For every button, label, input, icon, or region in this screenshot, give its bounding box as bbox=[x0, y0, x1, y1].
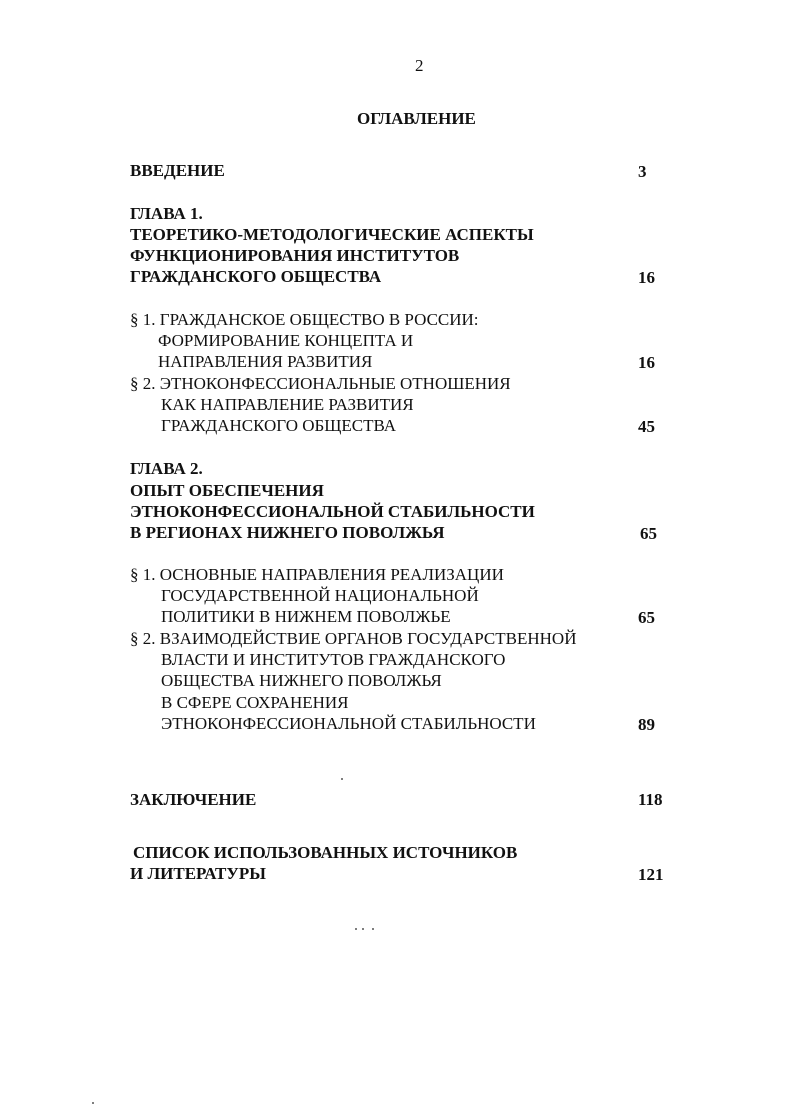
chapter-2-section-2-page: 89 bbox=[638, 715, 655, 734]
toc-intro-label: ВВЕДЕНИЕ bbox=[130, 161, 225, 180]
chapter-1-title-line: ГРАЖДАНСКОГО ОБЩЕСТВА bbox=[130, 267, 382, 286]
chapter-1-page: 16 bbox=[638, 268, 655, 287]
chapter-2-section-2-line: ОБЩЕСТВА НИЖНЕГО ПОВОЛЖЬЯ bbox=[161, 671, 442, 690]
toc-conclusion-label: ЗАКЛЮЧЕНИЕ bbox=[130, 790, 257, 809]
scan-speck bbox=[372, 928, 374, 930]
chapter-2-section-1-line: ПОЛИТИКИ В НИЖНЕМ ПОВОЛЖЬЕ bbox=[161, 607, 451, 626]
chapter-2-section-1-line: § 1. ОСНОВНЫЕ НАПРАВЛЕНИЯ РЕАЛИЗАЦИИ bbox=[130, 565, 504, 584]
chapter-2-page: 65 bbox=[640, 524, 657, 543]
chapter-1-title-line: ТЕОРЕТИКО-МЕТОДОЛОГИЧЕСКИЕ АСПЕКТЫ bbox=[130, 225, 534, 244]
toc-intro-page: 3 bbox=[638, 162, 647, 181]
chapter-1-section-2-page: 45 bbox=[638, 417, 655, 436]
scan-speck bbox=[92, 1102, 94, 1104]
scan-speck bbox=[355, 928, 357, 930]
chapter-1-section-1-line: ФОРМИРОВАНИЕ КОНЦЕПТА И bbox=[158, 331, 414, 350]
chapter-2-section-2-line: § 2. ВЗАИМОДЕЙСТВИЕ ОРГАНОВ ГОСУДАРСТВЕННОЙ bbox=[130, 629, 577, 648]
scan-speck bbox=[341, 778, 343, 780]
toc-references-line: И ЛИТЕРАТУРЫ bbox=[130, 864, 266, 883]
toc-references-page: 121 bbox=[638, 865, 664, 884]
chapter-2-section-2-line: ЭТНОКОНФЕССИОНАЛЬНОЙ СТАБИЛЬНОСТИ bbox=[161, 714, 536, 733]
chapter-2-heading: ГЛАВА 2. bbox=[130, 459, 203, 478]
chapter-2-title-line: В РЕГИОНАХ НИЖНЕГО ПОВОЛЖЬЯ bbox=[130, 523, 445, 542]
chapter-1-section-1-line: НАПРАВЛЕНИЯ РАЗВИТИЯ bbox=[158, 352, 373, 371]
chapter-1-section-2-line: КАК НАПРАВЛЕНИЕ РАЗВИТИЯ bbox=[161, 395, 414, 414]
chapter-1-section-1-page: 16 bbox=[638, 353, 655, 372]
chapter-2-title-line: ОПЫТ ОБЕСПЕЧЕНИЯ bbox=[130, 481, 324, 500]
chapter-2-section-1-page: 65 bbox=[638, 608, 655, 627]
chapter-2-section-1-line: ГОСУДАРСТВЕННОЙ НАЦИОНАЛЬНОЙ bbox=[161, 586, 479, 605]
chapter-1-section-2-line: ГРАЖДАНСКОГО ОБЩЕСТВА bbox=[161, 416, 397, 435]
chapter-1-heading: ГЛАВА 1. bbox=[130, 204, 203, 223]
chapter-1-section-2-line: § 2. ЭТНОКОНФЕССИОНАЛЬНЫЕ ОТНОШЕНИЯ bbox=[130, 374, 511, 393]
chapter-2-title-line: ЭТНОКОНФЕССИОНАЛЬНОЙ СТАБИЛЬНОСТИ bbox=[130, 502, 535, 521]
chapter-1-section-1-line: § 1. ГРАЖДАНСКОЕ ОБЩЕСТВО В РОССИИ: bbox=[130, 310, 479, 329]
chapter-1-title-line: ФУНКЦИОНИРОВАНИЯ ИНСТИТУТОВ bbox=[130, 246, 460, 265]
page-number: 2 bbox=[415, 56, 424, 75]
chapter-2-section-2-line: В СФЕРЕ СОХРАНЕНИЯ bbox=[161, 693, 349, 712]
scan-speck bbox=[362, 928, 364, 930]
toc-conclusion-page: 118 bbox=[638, 790, 663, 809]
page-title: ОГЛАВЛЕНИЕ bbox=[357, 109, 476, 128]
chapter-2-section-2-line: ВЛАСТИ И ИНСТИТУТОВ ГРАЖДАНСКОГО bbox=[161, 650, 506, 669]
toc-references-line: СПИСОК ИСПОЛЬЗОВАННЫХ ИСТОЧНИКОВ bbox=[133, 843, 518, 862]
